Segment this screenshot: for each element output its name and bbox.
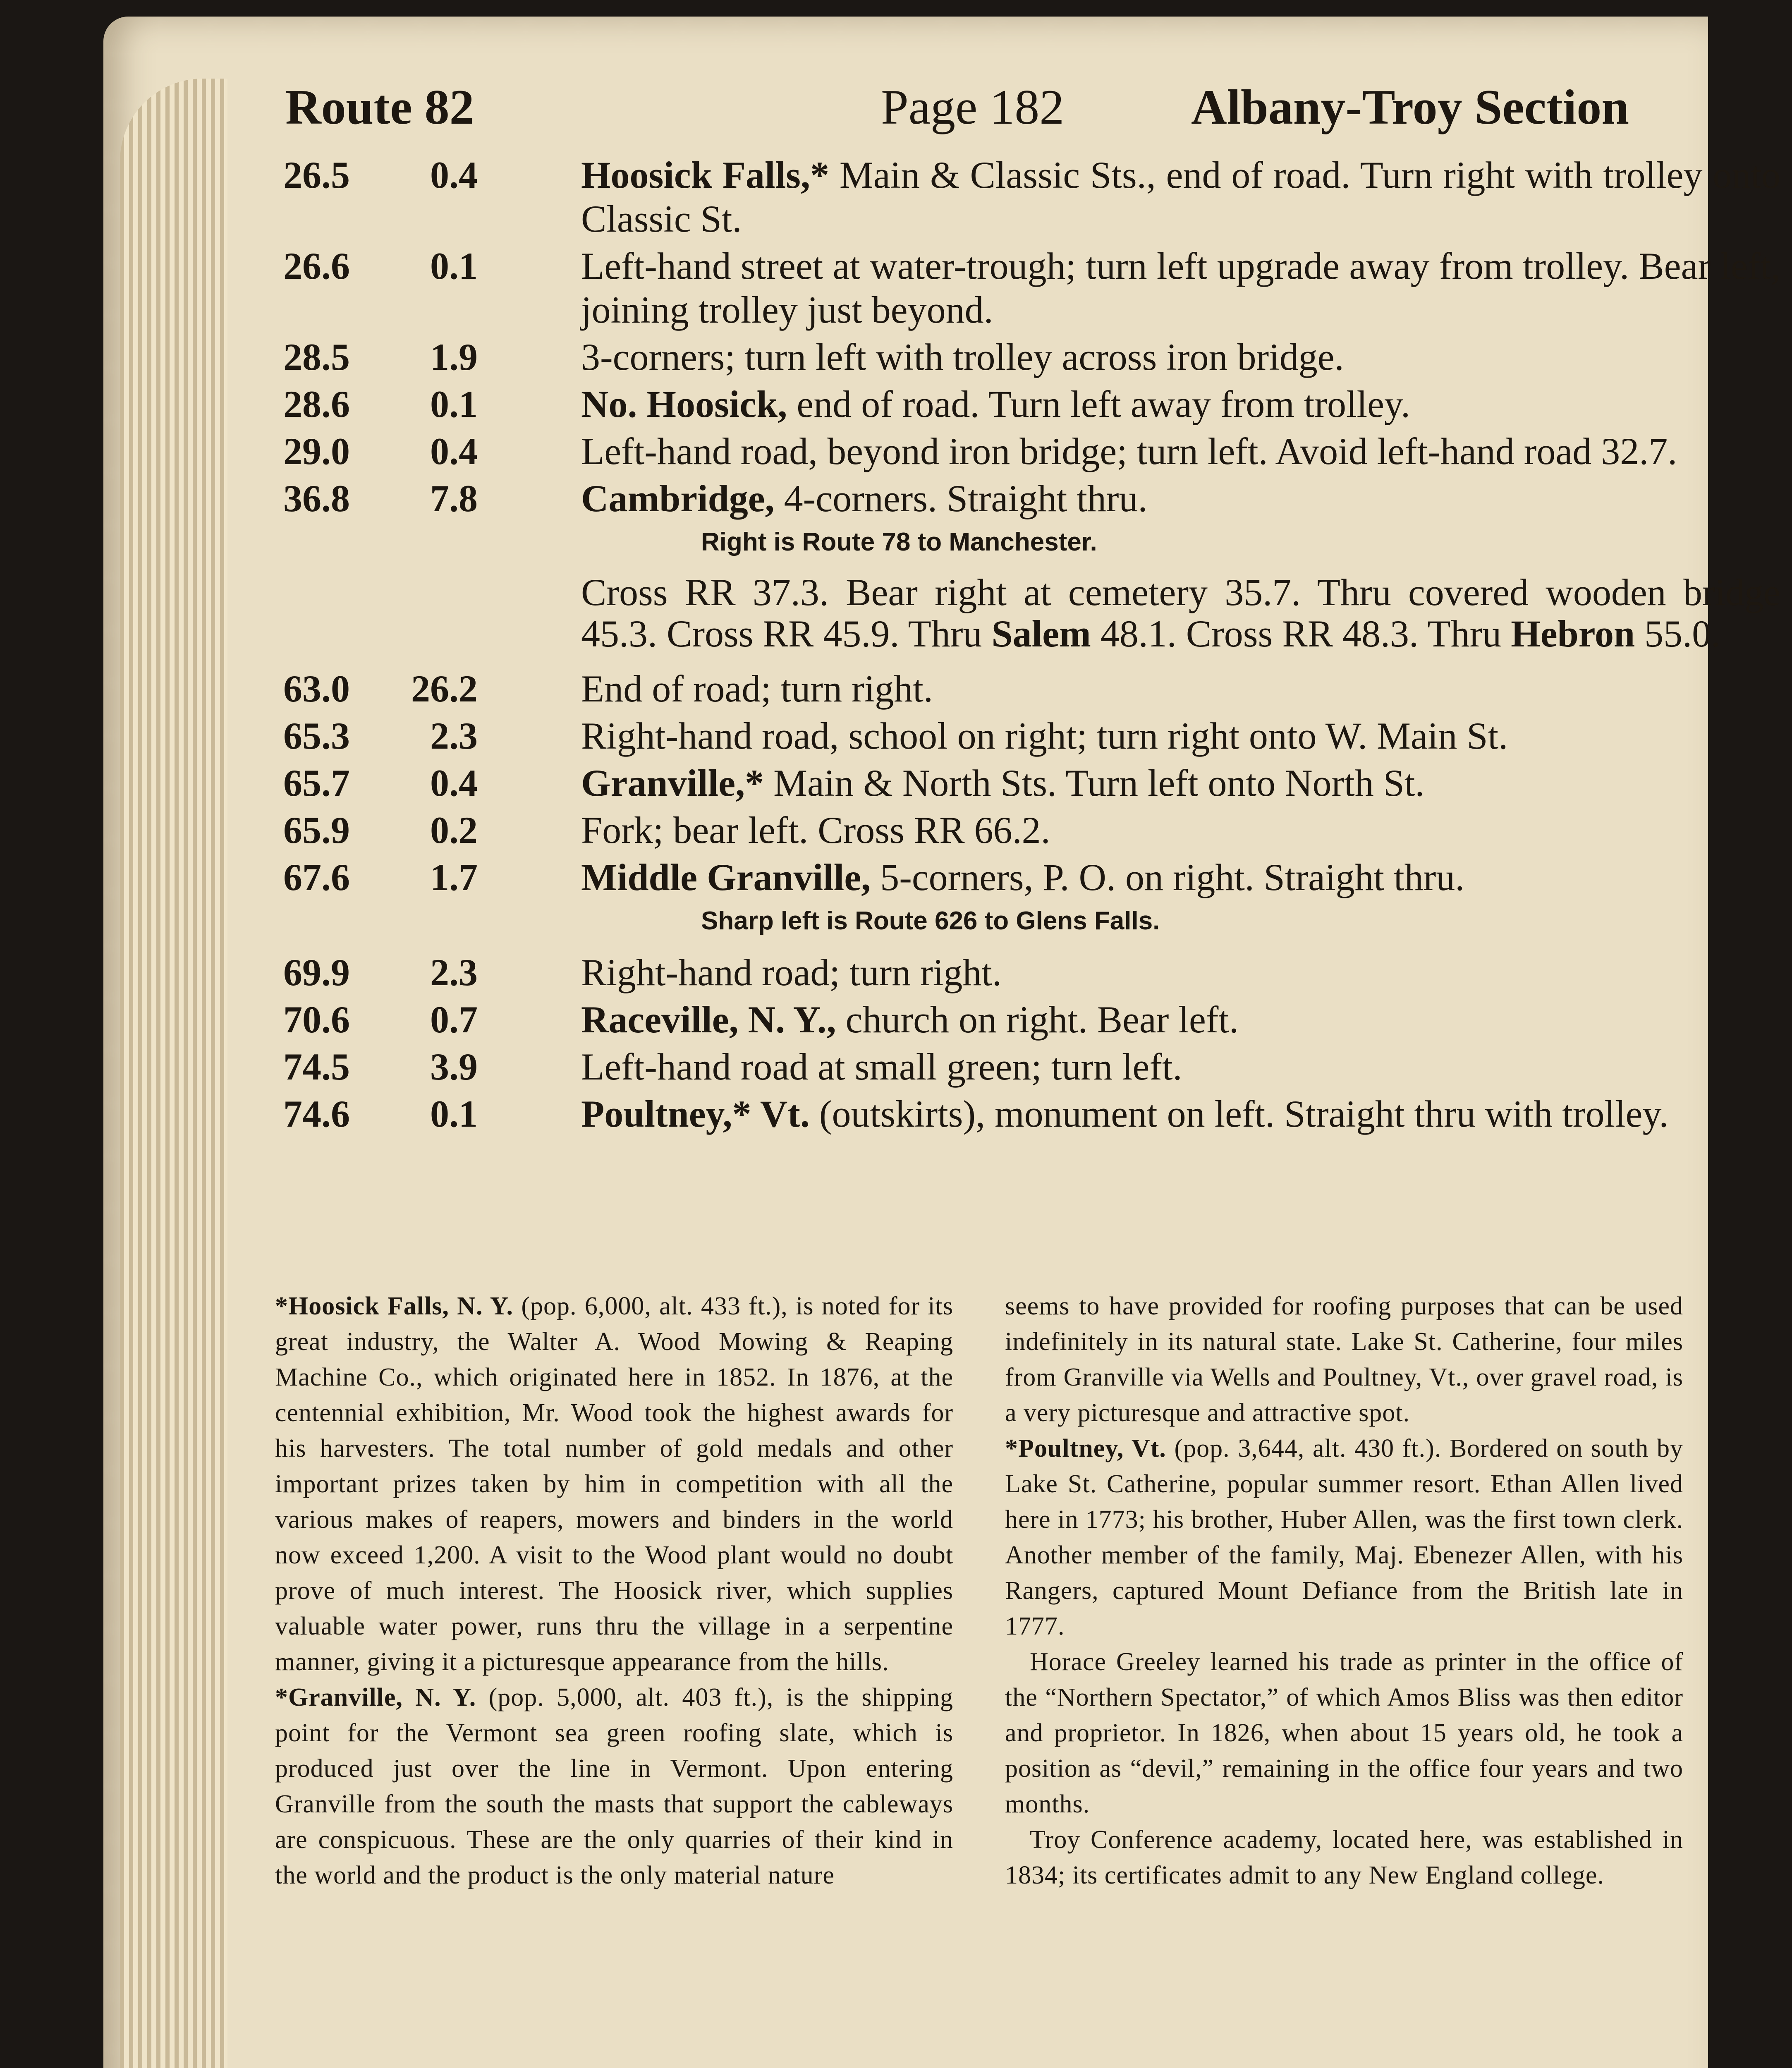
mileage-total: 26.6 <box>283 245 350 287</box>
route-paragraph: Cross RR 37.3. Bear right at cemetery 35.7. Thru covered wooden bridge 45.3. Cross RR 45.9. Thru Salem 48.1. Cross RR 48.3. Thru Hebron 55.0. <box>581 571 1780 655</box>
mileage-increment: 0.1 <box>430 383 478 425</box>
mileage-total: 63.0 <box>283 668 350 710</box>
mileage-total: 69.9 <box>283 951 350 993</box>
mileage-increment: 0.2 <box>430 809 478 851</box>
route-row <box>283 808 1780 852</box>
mileage-total: 70.6 <box>283 998 350 1041</box>
note-paragraph <box>1005 1822 1683 1893</box>
note-paragraph <box>1005 1644 1683 1822</box>
direction-text <box>581 429 1780 473</box>
note-body: seems to have provided for roofing purposes that can be used indefinitely in its natural state. Lake St. Catherine, four miles from Granville via Wells and Poultney, Vt., over gravel road, is a very picturesque and attractive spot. <box>1005 1292 1683 1427</box>
notes-left-column <box>275 1288 953 1893</box>
note-paragraph <box>275 1680 953 1893</box>
mileage-increment: 1.9 <box>430 336 478 378</box>
direction-detail: Fork; bear left. Cross RR 66.2. <box>581 809 1050 851</box>
note-heading: *Hoosick Falls, N. Y. <box>275 1292 514 1320</box>
note-heading: *Granville, N. Y. <box>275 1683 476 1711</box>
route-row <box>283 429 1780 473</box>
route-note: Sharp left is Route 626 to Glens Falls. <box>701 907 1160 935</box>
page-number: Page 182 <box>881 79 1065 134</box>
route-row <box>283 950 1780 994</box>
direction-detail: Right-hand road, school on right; turn right onto W. Main St. <box>581 715 1508 757</box>
direction-detail: Left-hand street at water-trough; turn left upgrade away from trolley. Bear left, joining trolley just beyond. <box>581 245 1780 331</box>
note-paragraph <box>1005 1288 1683 1431</box>
direction-detail: (outskirts), monument on left. Straight thru with trolley. <box>819 1093 1669 1135</box>
route-row <box>283 855 1780 899</box>
place-name: Cambridge, <box>581 477 775 519</box>
direction-text <box>581 1092 1780 1136</box>
route-row <box>283 1045 1780 1089</box>
mileage-increment: 0.4 <box>430 154 478 196</box>
note-paragraph <box>1005 1431 1683 1644</box>
route-row <box>283 476 1780 520</box>
direction-text <box>581 1045 1780 1089</box>
direction-detail: church on right. Bear left. <box>845 998 1239 1041</box>
route-row <box>283 761 1780 805</box>
place-name: Granville,* <box>581 762 764 804</box>
direction-text <box>581 476 1780 520</box>
mileage-total: 65.7 <box>283 762 350 804</box>
mileage-increment: 3.9 <box>430 1046 478 1088</box>
book-page <box>103 17 1780 2068</box>
direction-text <box>581 335 1780 379</box>
direction-detail: End of road; turn right. <box>581 668 933 710</box>
mileage-increment: 0.7 <box>430 998 478 1041</box>
note-body: (pop. 3,644, alt. 430 ft.). Bordered on south by Lake St. Catherine, popular summer resort. Ethan Allen lived here in 1773; his brother, Huber Allen, was the first town clerk. Another member of the family, Maj. Ebenezer Allen, with his Rangers, captured Mount Defiance from the British late in 1777. <box>1005 1434 1683 1640</box>
section-title: Albany-Troy Section <box>1191 79 1629 134</box>
note-paragraph <box>275 1288 953 1680</box>
mileage-total: 28.6 <box>283 383 350 425</box>
mileage-total: 74.6 <box>283 1093 350 1135</box>
mileage-total: 65.3 <box>283 715 350 757</box>
place-name: Hoosick Falls,* <box>581 154 829 196</box>
direction-text <box>581 667 1780 711</box>
direction-detail: Left-hand road, beyond iron bridge; turn left. Avoid left-hand road 32.7. <box>581 430 1677 472</box>
route-row <box>283 1092 1780 1136</box>
route-number: Route 82 <box>285 79 474 134</box>
direction-text <box>581 855 1780 899</box>
note-body: (pop. 6,000, alt. 433 ft.), is noted for its great industry, the Walter A. Wood Mowing & Reaping Machine Co., which originated here in 1852. In 1876, at the centennial exhibition, Mr. Wood took the highest awards for his harvesters. The total number of gold medals and other important prizes taken by him in competition with all the various makes of reapers, mowers and binders in the world now exceed 1,200. A visit to the Wood plant would no doubt prove of much interest. The Hoosick river, which supplies valuable water power, runs thru the village in a serpentine manner, giving it a picturesque appearance from the hills. <box>275 1292 954 1676</box>
mileage-increment: 7.8 <box>430 477 478 519</box>
mileage-total: 67.6 <box>283 856 350 898</box>
mileage-total: 36.8 <box>283 477 350 519</box>
place-name: Middle Granville, <box>581 856 871 898</box>
mileage-increment: 0.4 <box>430 762 478 804</box>
note-heading: *Poultney, Vt. <box>1005 1434 1166 1462</box>
route-row <box>283 244 1780 332</box>
route-row <box>283 667 1780 711</box>
direction-text <box>581 382 1780 426</box>
place-name: Poultney,* Vt. <box>581 1093 810 1135</box>
mileage-total: 29.0 <box>283 430 350 472</box>
mileage-increment: 0.1 <box>430 245 478 287</box>
route-row <box>283 153 1780 241</box>
direction-detail: 4-corners. Straight thru. <box>784 477 1148 519</box>
route-note: Right is Route 78 to Manchester. <box>701 528 1097 556</box>
route-row <box>283 335 1780 379</box>
place-name: No. Hoosick, <box>581 383 787 425</box>
route-row <box>283 998 1780 1041</box>
page-edges <box>120 79 227 2068</box>
direction-text <box>581 998 1780 1041</box>
mileage-increment: 1.7 <box>430 856 478 898</box>
direction-detail: Main & Classic Sts., end of road. Turn right with trolley onto Classic St. <box>581 154 1780 240</box>
direction-text <box>581 950 1780 994</box>
mileage-increment: 0.1 <box>430 1093 478 1135</box>
direction-detail: 5-corners, P. O. on right. Straight thru. <box>880 856 1465 898</box>
direction-text <box>581 244 1780 332</box>
direction-text <box>581 761 1780 805</box>
direction-detail: end of road. Turn left away from trolley. <box>797 383 1410 425</box>
mileage-increment: 2.3 <box>430 715 478 757</box>
mileage-increment: 26.2 <box>411 668 478 710</box>
direction-detail: Left-hand road at small green; turn left. <box>581 1046 1182 1088</box>
place-name: Raceville, N. Y., <box>581 998 836 1041</box>
mileage-increment: 2.3 <box>430 951 478 993</box>
direction-detail: 3-corners; turn left with trolley across iron bridge. <box>581 336 1344 378</box>
note-body: Troy Conference academy, located here, was established in 1834; its certificates admit to any New England college. <box>1005 1826 1683 1889</box>
direction-detail: Main & North Sts. Turn left onto North St. <box>773 762 1425 804</box>
route-row <box>283 382 1780 426</box>
notes-right-column <box>1005 1288 1683 1893</box>
note-body: Horace Greeley learned his trade as printer in the office of the “Northern Spectator,” of which Amos Bliss was then editor and proprietor. In 1826, when about 15 years old, he took a position as “devil,” remaining in the office four years and two months. <box>1005 1648 1683 1818</box>
mileage-total: 26.5 <box>283 154 350 196</box>
mileage-total: 74.5 <box>283 1046 350 1088</box>
route-row <box>283 714 1780 758</box>
mileage-total: 28.5 <box>283 336 350 378</box>
route-table <box>283 153 1780 1139</box>
mileage-increment: 0.4 <box>430 430 478 472</box>
direction-detail: Right-hand road; turn right. <box>581 951 1002 993</box>
direction-text <box>581 153 1780 241</box>
direction-text <box>581 808 1780 852</box>
note-body: (pop. 5,000, alt. 403 ft.), is the shipping point for the Vermont sea green roofing slate, which is produced just over the line in Vermont. Upon entering Granville from the south the masts that support the cableways are conspicuous. These are the only quarries of their kind in the world and the product is the only material nature <box>275 1683 953 1889</box>
mileage-total: 65.9 <box>283 809 350 851</box>
direction-text <box>581 714 1780 758</box>
